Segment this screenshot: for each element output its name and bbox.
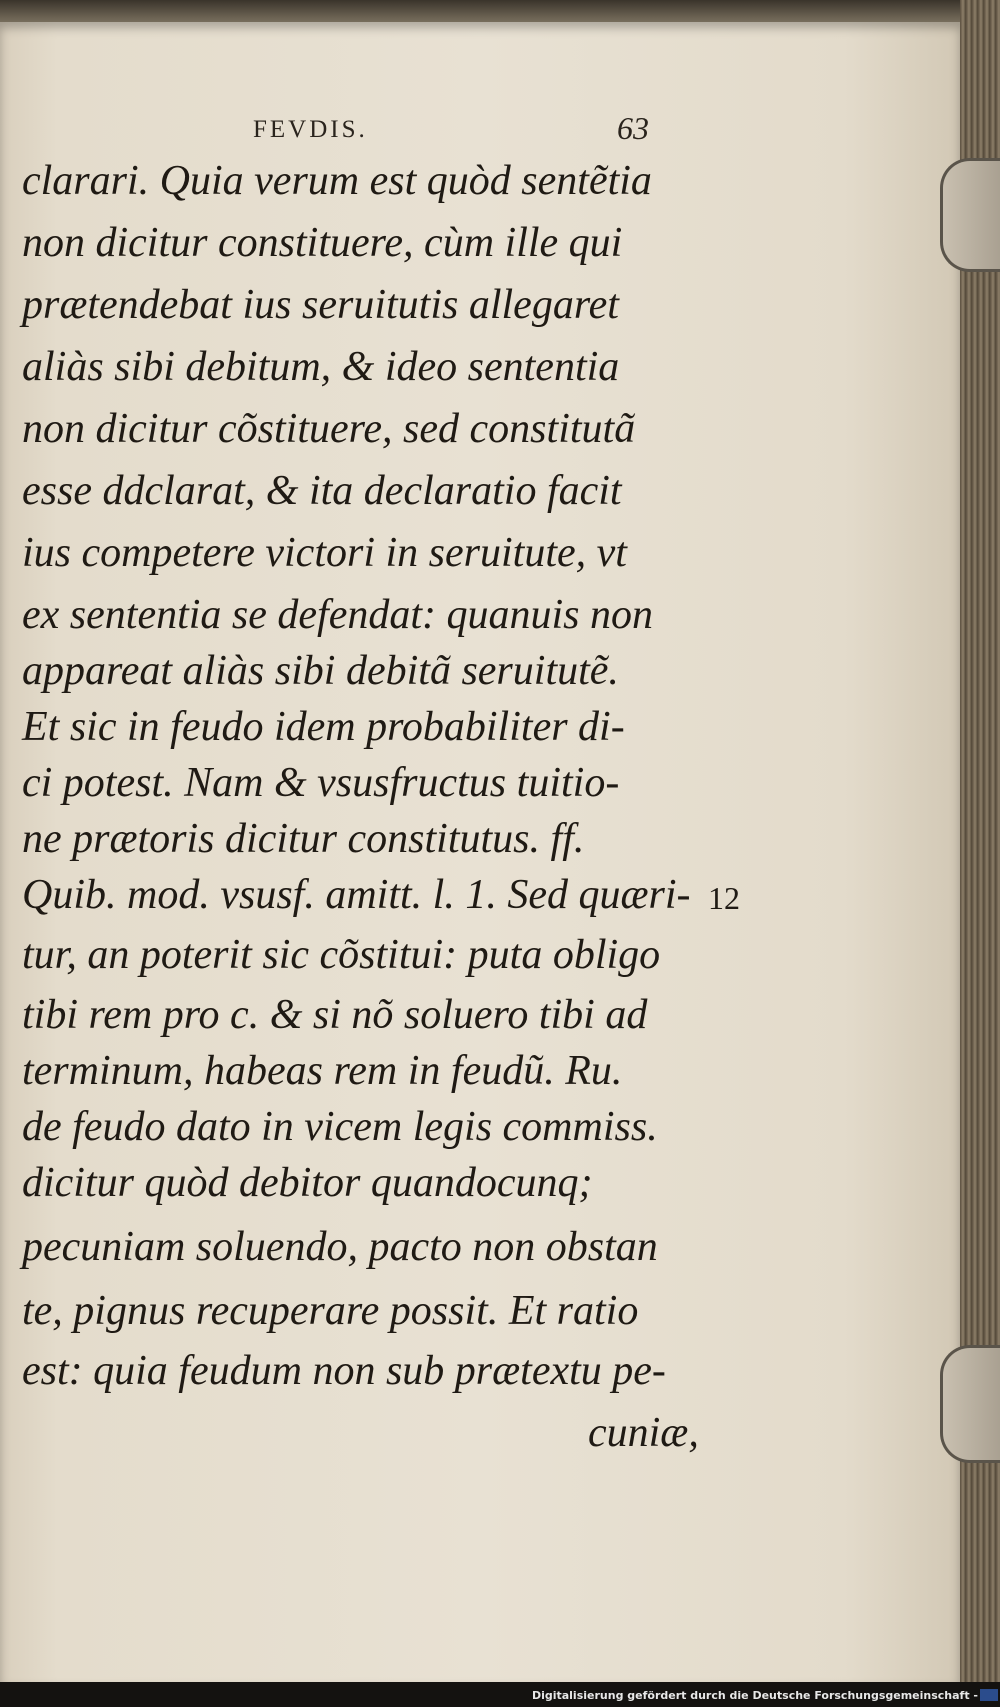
text-line: dicitur quòd debitor quandocunq;: [22, 1160, 593, 1206]
text-line: terminum, habeas rem in feudũ. Ru.: [22, 1048, 623, 1094]
text-line: ci potest. Nam & vsusfructus tuitio-: [22, 760, 620, 806]
text-line: Quib. mod. vsusf. amitt. l. 1. Sed quæri-: [22, 872, 691, 918]
text-line: appareat aliàs sibi debitã seruitutẽ.: [22, 648, 619, 694]
book-clasp-bottom: [940, 1345, 1000, 1463]
text-line: non dicitur cõstituere, sed constitutã: [22, 406, 636, 452]
text-line: clarari. Quia verum est quòd sentẽtia: [22, 158, 652, 204]
digitization-credit: Digitalisierung gefördert durch die Deutsche Forschungsgemeinschaft -: [531, 1689, 978, 1702]
text-line: tur, an poterit sic cõstitui: puta obligo: [22, 932, 661, 978]
text-line: non dicitur constituere, cùm ille qui: [22, 220, 623, 266]
text-line: de feudo dato in vicem legis commiss.: [22, 1104, 658, 1150]
text-line: Et sic in feudo idem probabiliter di-: [22, 704, 625, 750]
page-number: 63: [617, 110, 649, 146]
book-clasp-top: [940, 158, 1000, 272]
text-line: prætendebat ius seruitutis allegaret: [22, 282, 619, 328]
text-line: ne prætoris dicitur constitutus. ff.: [22, 816, 585, 862]
text-line: ius competere victori in seruitute, vt: [22, 530, 627, 576]
catchword: cuniæ,: [588, 1410, 699, 1456]
margin-note-number: 12: [708, 880, 740, 916]
text-line: est: quia feudum non sub prætextu pe-: [22, 1348, 666, 1394]
text-line: ex sententia se defendat: quanuis non: [22, 592, 654, 638]
text-line: aliàs sibi debitum, & ideo sententia: [22, 344, 620, 390]
text-line: esse ddclarat, & ita declaratio facit: [22, 468, 622, 514]
dfg-logo: [980, 1689, 998, 1701]
text-line: tibi rem pro c. & si nõ soluero tibi ad: [22, 992, 648, 1038]
text-line: te, pignus recuperare possit. Et ratio: [22, 1288, 639, 1334]
text-line: pecuniam soluendo, pacto non obstan: [22, 1224, 658, 1270]
running-head: FEVDIS.: [253, 116, 368, 143]
